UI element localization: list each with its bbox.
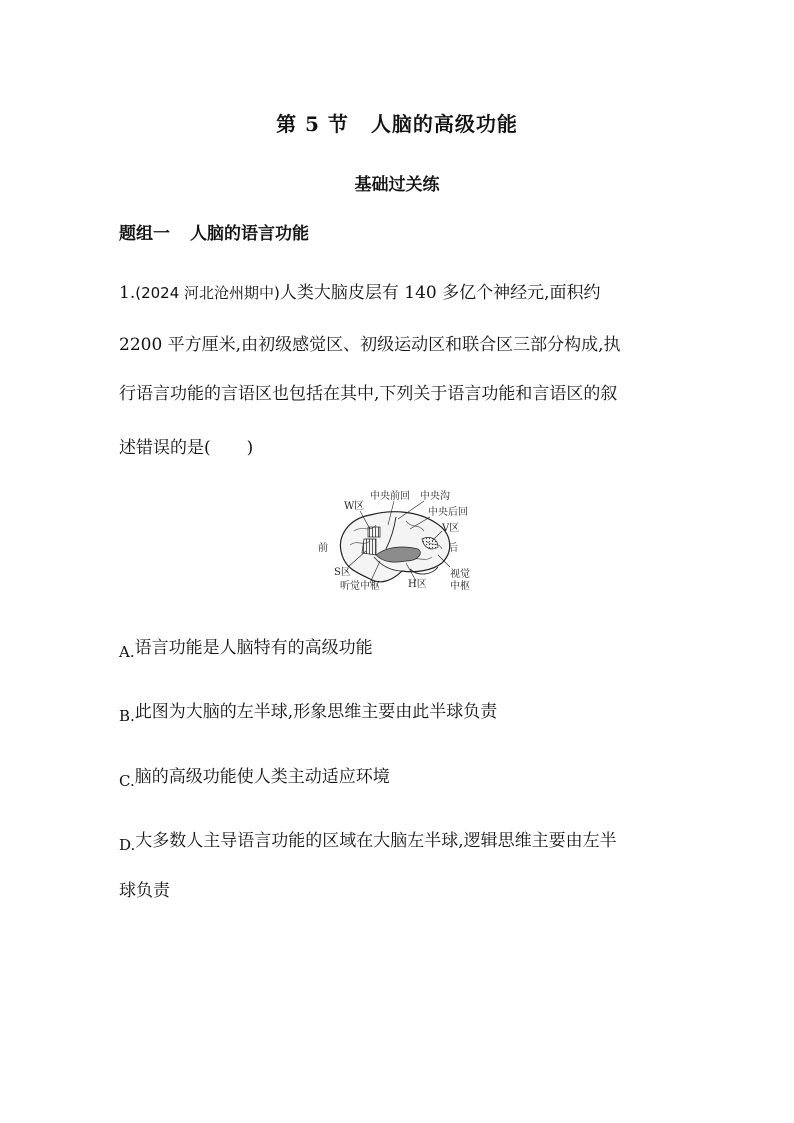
option-c [119, 762, 390, 790]
option-d-continued: 球负责 [119, 881, 170, 901]
label-visual-2: 中枢 [450, 581, 470, 592]
option-text: 脑的高级功能使人类主动适应环境 [134, 767, 390, 787]
question-line-3: 行语言功能的言语区也包括在其中,下列关于语言功能和言语区的叙 [119, 384, 618, 404]
option-a [119, 633, 373, 661]
question-line-1 [119, 278, 601, 303]
subtitle: 基础过关练 [354, 175, 440, 195]
option-label: D. [119, 836, 136, 854]
question-line-4 [119, 433, 253, 458]
label-precentral: 中央前回 [370, 491, 410, 502]
option-text: 此图为大脑的左半球,形象思维主要由此半球负责 [134, 702, 498, 722]
group-name: 人脑的语言功能 [190, 224, 309, 244]
section-number: 第 5 节 [276, 112, 349, 136]
label-v-area: V区 [442, 523, 460, 534]
label-front: 前 [318, 543, 328, 554]
brain-diagram [314, 489, 484, 594]
section-name: 人脑的高级功能 [370, 112, 518, 136]
label-w-area: W区 [344, 501, 365, 512]
label-auditory: 听觉中枢 [340, 581, 380, 592]
group-heading [119, 219, 309, 244]
label-back: 后 [448, 543, 458, 554]
question-number: 1. [119, 283, 136, 303]
question-source: (2024 河北沧州期中) [135, 284, 280, 302]
brain-diagram-svg [314, 489, 484, 594]
option-text: 大多数人主导语言功能的区域在大脑左半球,逻辑思维主要由左半 [135, 831, 617, 851]
label-h-area: H区 [408, 579, 427, 590]
question-text-1: 人类大脑皮层有 140 多亿个神经元,面积约 [279, 283, 601, 303]
label-central-sulcus: 中央沟 [420, 491, 450, 502]
label-s-area: S区 [334, 567, 351, 578]
page-title [0, 108, 794, 137]
option-d [119, 826, 617, 854]
option-label: A. [119, 643, 135, 661]
option-label: B. [119, 707, 135, 725]
label-visual-1: 视觉 [450, 569, 470, 580]
question-text-4: 述错误的是( [119, 438, 211, 458]
label-postcentral: 中央后回 [428, 507, 468, 518]
paren-close: ) [246, 438, 254, 458]
option-b [119, 697, 498, 725]
question-line-2: 2200 平方厘米,由初级感觉区、初级运动区和联合区三部分构成,执 [119, 335, 621, 355]
group-label: 题组一 [119, 224, 170, 244]
option-text: 语言功能是人脑特有的高级功能 [134, 638, 373, 658]
option-label: C. [119, 772, 135, 790]
